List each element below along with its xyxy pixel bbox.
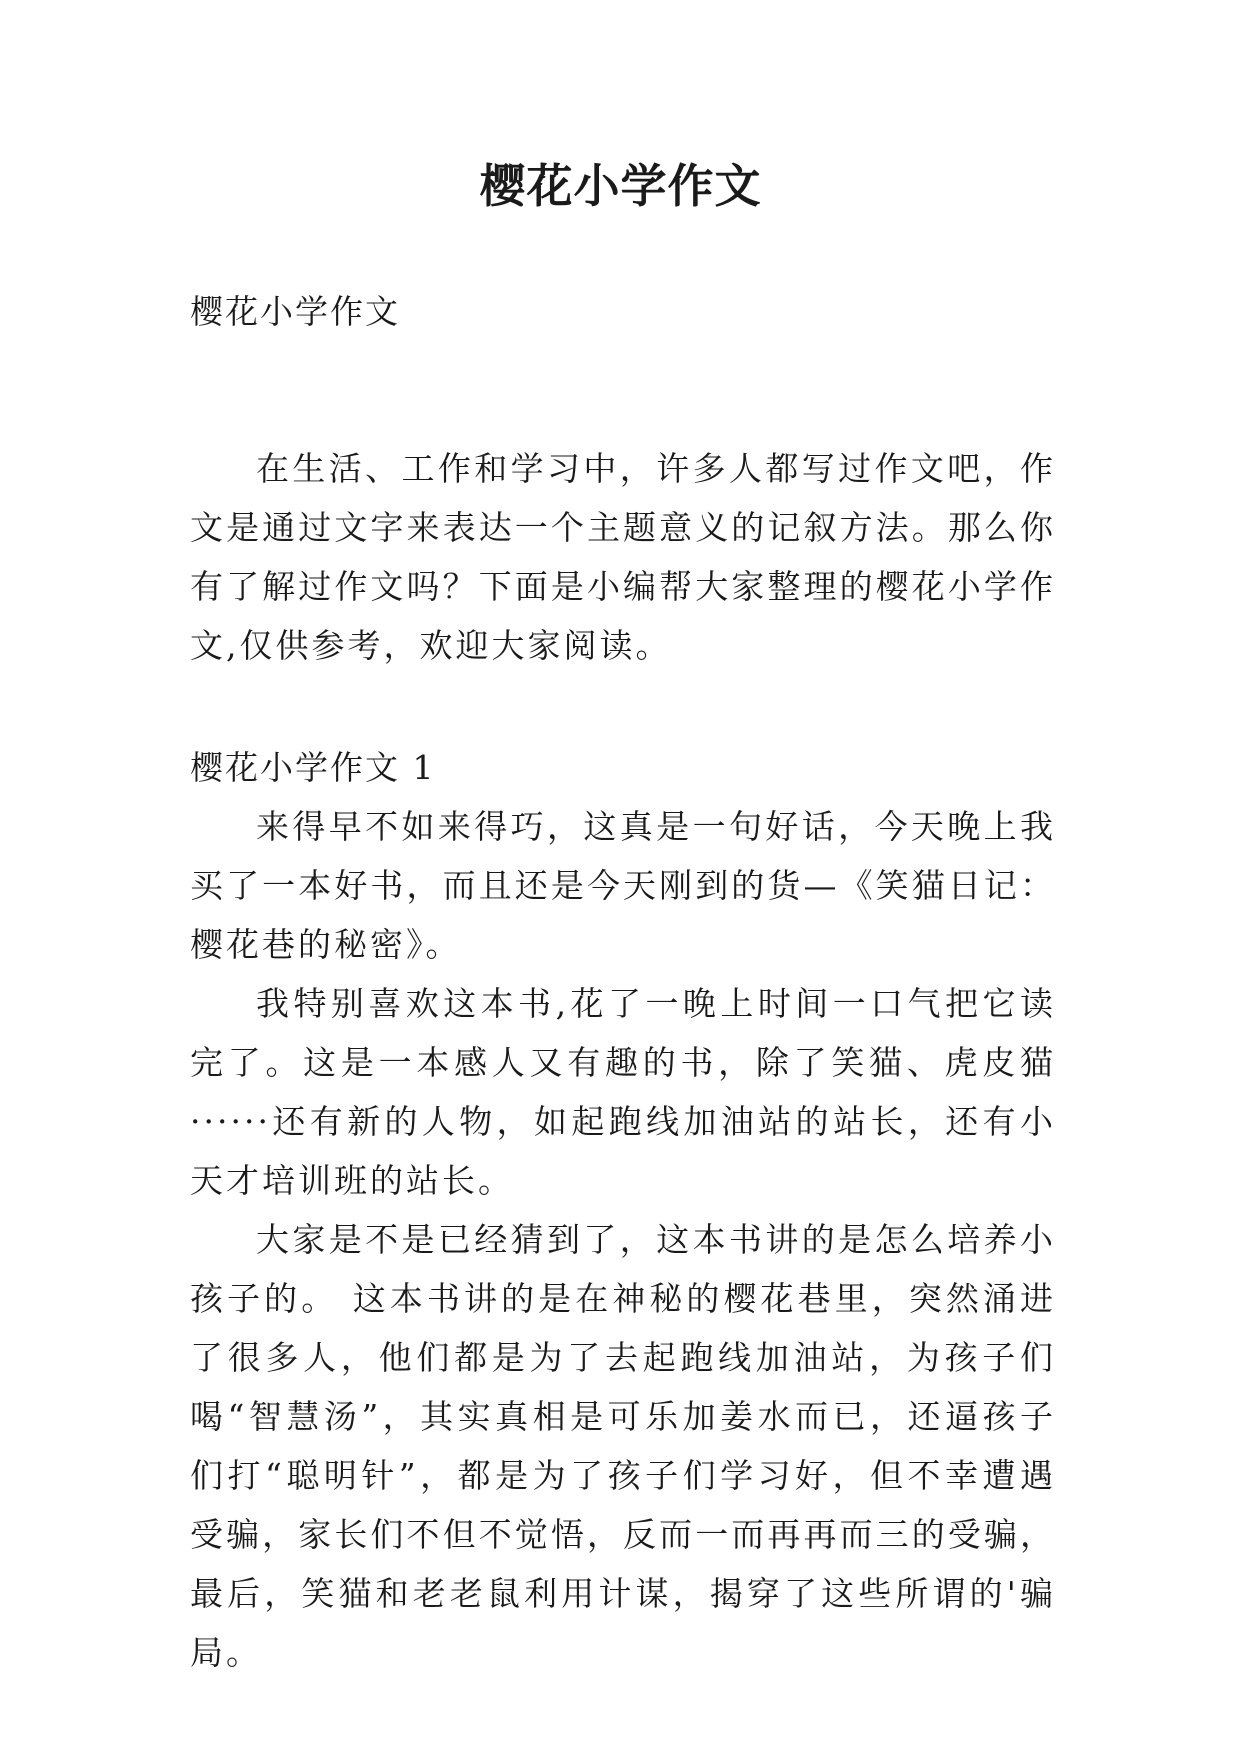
document-subtitle: 樱花小学作文 [190,292,400,331]
section-heading: 樱花小学作文 1 [190,748,436,787]
intro-paragraph: 在生活、工作和学习中，许多人都写过作文吧，作文是通过文字来表达一个主题意义的记叙方法。那么你有了解过作文吗？下面是小编帮大家整理的樱花小学作文,仅供参考，欢迎大家阅读。 [190,449,1056,665]
body-paragraph: 我特别喜欢这本书,花了一晚上时间一口气把它读完了。这是一本感人又有趣的书，除了笑猫、虎皮猫······还有新的人物，如起跑线加油站的站长，还有小天才培训班的站长。 [190,984,1056,1200]
document-body [190,282,1056,1682]
spacer [190,675,1056,738]
spacer [190,341,1056,439]
document-title: 樱花小学作文 [479,159,762,213]
body-paragraph: 大家是不是已经猜到了，这本书讲的是怎么培养小孩子的。 这本书讲的是在神秘的樱花巷里，突然涌进了很多人，他们都是为了去起跑线加油站，为孩子们喝“智慧汤”，其实真相是可乐加姜水而已，还逼孩子们打“聪明针”，都是为了孩子们学习好，但不幸遭遇受骗，家长们不但不觉悟，反而一而再再而三的受骗，最后，笑猫和老老鼠利用计谋，揭穿了这些所谓的'骗局。 [190,1220,1056,1672]
body-paragraph: 来得早不如来得巧，这真是一句好话，今天晚上我买了一本好书，而且还是今天刚到的货—《笑猫日记：樱花巷的秘密》。 [190,807,1056,964]
